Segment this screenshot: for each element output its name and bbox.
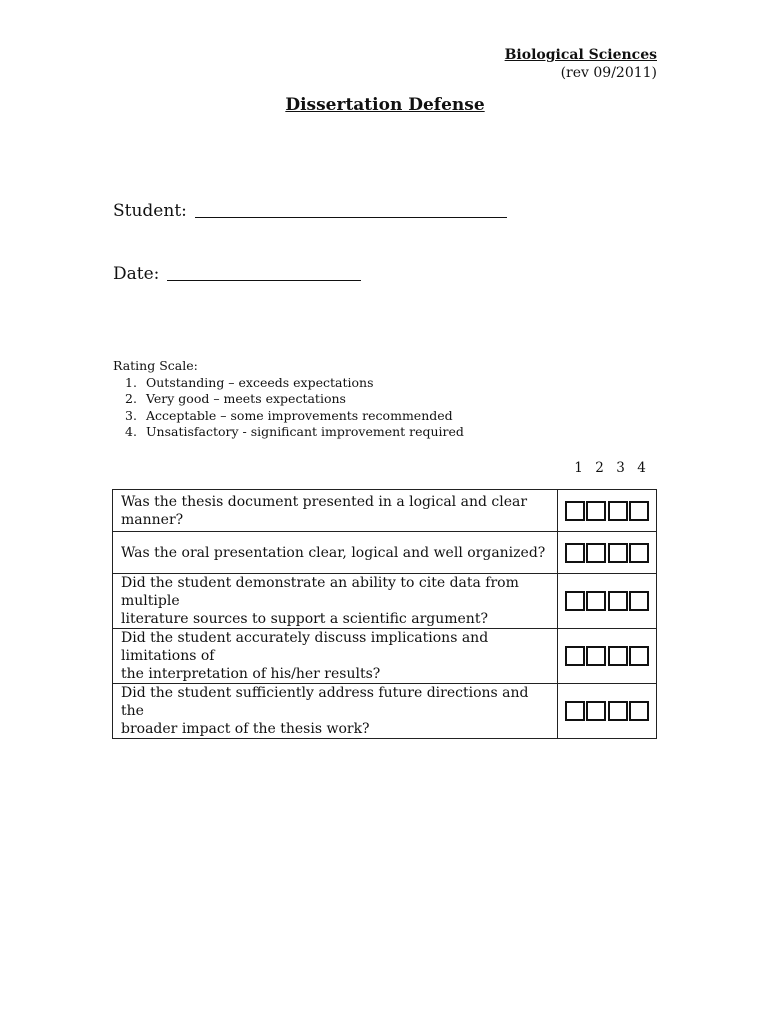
student-field[interactable] (113, 201, 507, 221)
date-input-line[interactable] (167, 279, 361, 281)
table-row (113, 684, 657, 739)
table-row (113, 629, 657, 684)
rating-checkboxes (558, 629, 657, 684)
column-header: 2 (595, 460, 604, 476)
column-header: 4 (637, 460, 646, 476)
question-line: Did the student accurately discuss implications and limitations of (121, 630, 489, 664)
rating-checkbox-2[interactable] (586, 543, 606, 563)
list-text: Unsatisfactory - significant improvement required (146, 424, 464, 439)
rating-checkbox-3[interactable] (608, 591, 628, 611)
rating-checkbox-3[interactable] (608, 701, 628, 721)
list-item (113, 391, 464, 408)
rating-checkbox-4[interactable] (629, 701, 649, 721)
rating-column-headers (568, 460, 652, 476)
rating-checkboxes (558, 532, 657, 574)
rating-checkboxes (558, 684, 657, 739)
student-input-line[interactable] (195, 216, 507, 218)
rating-checkboxes (558, 490, 657, 532)
date-label: Date: (113, 264, 160, 284)
question-line: literature sources to support a scientific argument? (121, 611, 488, 627)
rating-checkbox-2[interactable] (586, 591, 606, 611)
rating-checkbox-1[interactable] (565, 543, 585, 563)
question-cell (113, 574, 558, 629)
rating-checkbox-3[interactable] (608, 501, 628, 521)
rating-checkbox-4[interactable] (629, 646, 649, 666)
question-cell (113, 490, 558, 532)
table-row (113, 490, 657, 532)
question-cell (113, 532, 558, 574)
date-field[interactable] (113, 264, 361, 284)
department-name: Biological Sciences (504, 47, 657, 63)
question-line: Did the student sufficiently address future directions and the (121, 685, 529, 719)
question-line: the interpretation of his/her results? (121, 666, 381, 682)
list-number: 4. (125, 424, 137, 439)
rating-checkbox-1[interactable] (565, 701, 585, 721)
rating-checkbox-4[interactable] (629, 591, 649, 611)
list-number: 2. (125, 391, 137, 406)
list-text: Outstanding – exceeds expectations (146, 374, 374, 390)
list-text: Very good – meets expectations (146, 391, 346, 406)
rating-scale-heading: Rating Scale: (113, 358, 198, 373)
rating-checkbox-3[interactable] (608, 543, 628, 563)
question-line: broader impact of the thesis work? (121, 721, 370, 737)
rating-checkbox-2[interactable] (586, 701, 606, 721)
rating-checkbox-2[interactable] (586, 646, 606, 666)
rating-checkbox-1[interactable] (565, 501, 585, 521)
rating-checkbox-4[interactable] (629, 543, 649, 563)
question-line: Was the thesis document presented in a logical and clear manner? (121, 493, 528, 528)
page-title: Dissertation Defense (285, 95, 485, 115)
revision-date: (rev 09/2011) (560, 65, 657, 81)
table-row (113, 532, 657, 574)
table-row (113, 574, 657, 629)
rating-checkbox-4[interactable] (629, 501, 649, 521)
list-text: Acceptable – some improvements recommended (146, 407, 453, 423)
question-line: Did the student demonstrate an ability to cite data from multiple (121, 575, 519, 609)
question-cell (113, 684, 558, 739)
list-item (113, 408, 464, 425)
rating-checkbox-1[interactable] (565, 591, 585, 611)
list-item (113, 375, 464, 392)
column-header: 3 (616, 460, 625, 476)
rating-scale-list (113, 375, 464, 441)
student-label: Student: (113, 201, 187, 221)
question-cell (113, 629, 558, 684)
rating-checkboxes (558, 574, 657, 629)
rating-scale (113, 358, 464, 441)
rating-checkbox-1[interactable] (565, 646, 585, 666)
column-header: 1 (574, 460, 583, 476)
rating-checkbox-2[interactable] (586, 501, 606, 521)
rating-checkbox-3[interactable] (608, 646, 628, 666)
list-number: 3. (125, 407, 137, 423)
rating-table (112, 489, 657, 739)
list-number: 1. (125, 374, 137, 390)
list-item (113, 424, 464, 441)
question-line: Was the oral presentation clear, logical and well organized? (121, 544, 546, 561)
